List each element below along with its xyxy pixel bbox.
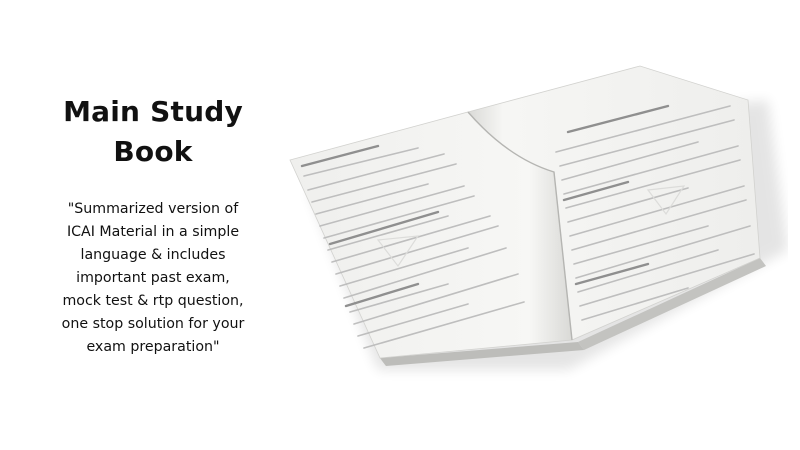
description-line: one stop solution for your xyxy=(61,316,245,332)
product-description xyxy=(28,198,278,359)
description-line: exam preparation" xyxy=(86,339,220,355)
description-line: important past exam, xyxy=(76,270,230,286)
description-line: language & includes xyxy=(80,247,226,263)
title-line-2: Book xyxy=(113,135,193,168)
product-info xyxy=(28,92,278,359)
description-line: mock test & rtp question, xyxy=(62,293,244,309)
page-title xyxy=(28,92,278,172)
description-line: "Summarized version of xyxy=(67,201,239,217)
open-book-image xyxy=(268,40,788,400)
title-line-1: Main Study xyxy=(63,95,243,128)
open-book-icon xyxy=(268,40,788,400)
description-line: ICAI Material in a simple xyxy=(66,224,240,240)
